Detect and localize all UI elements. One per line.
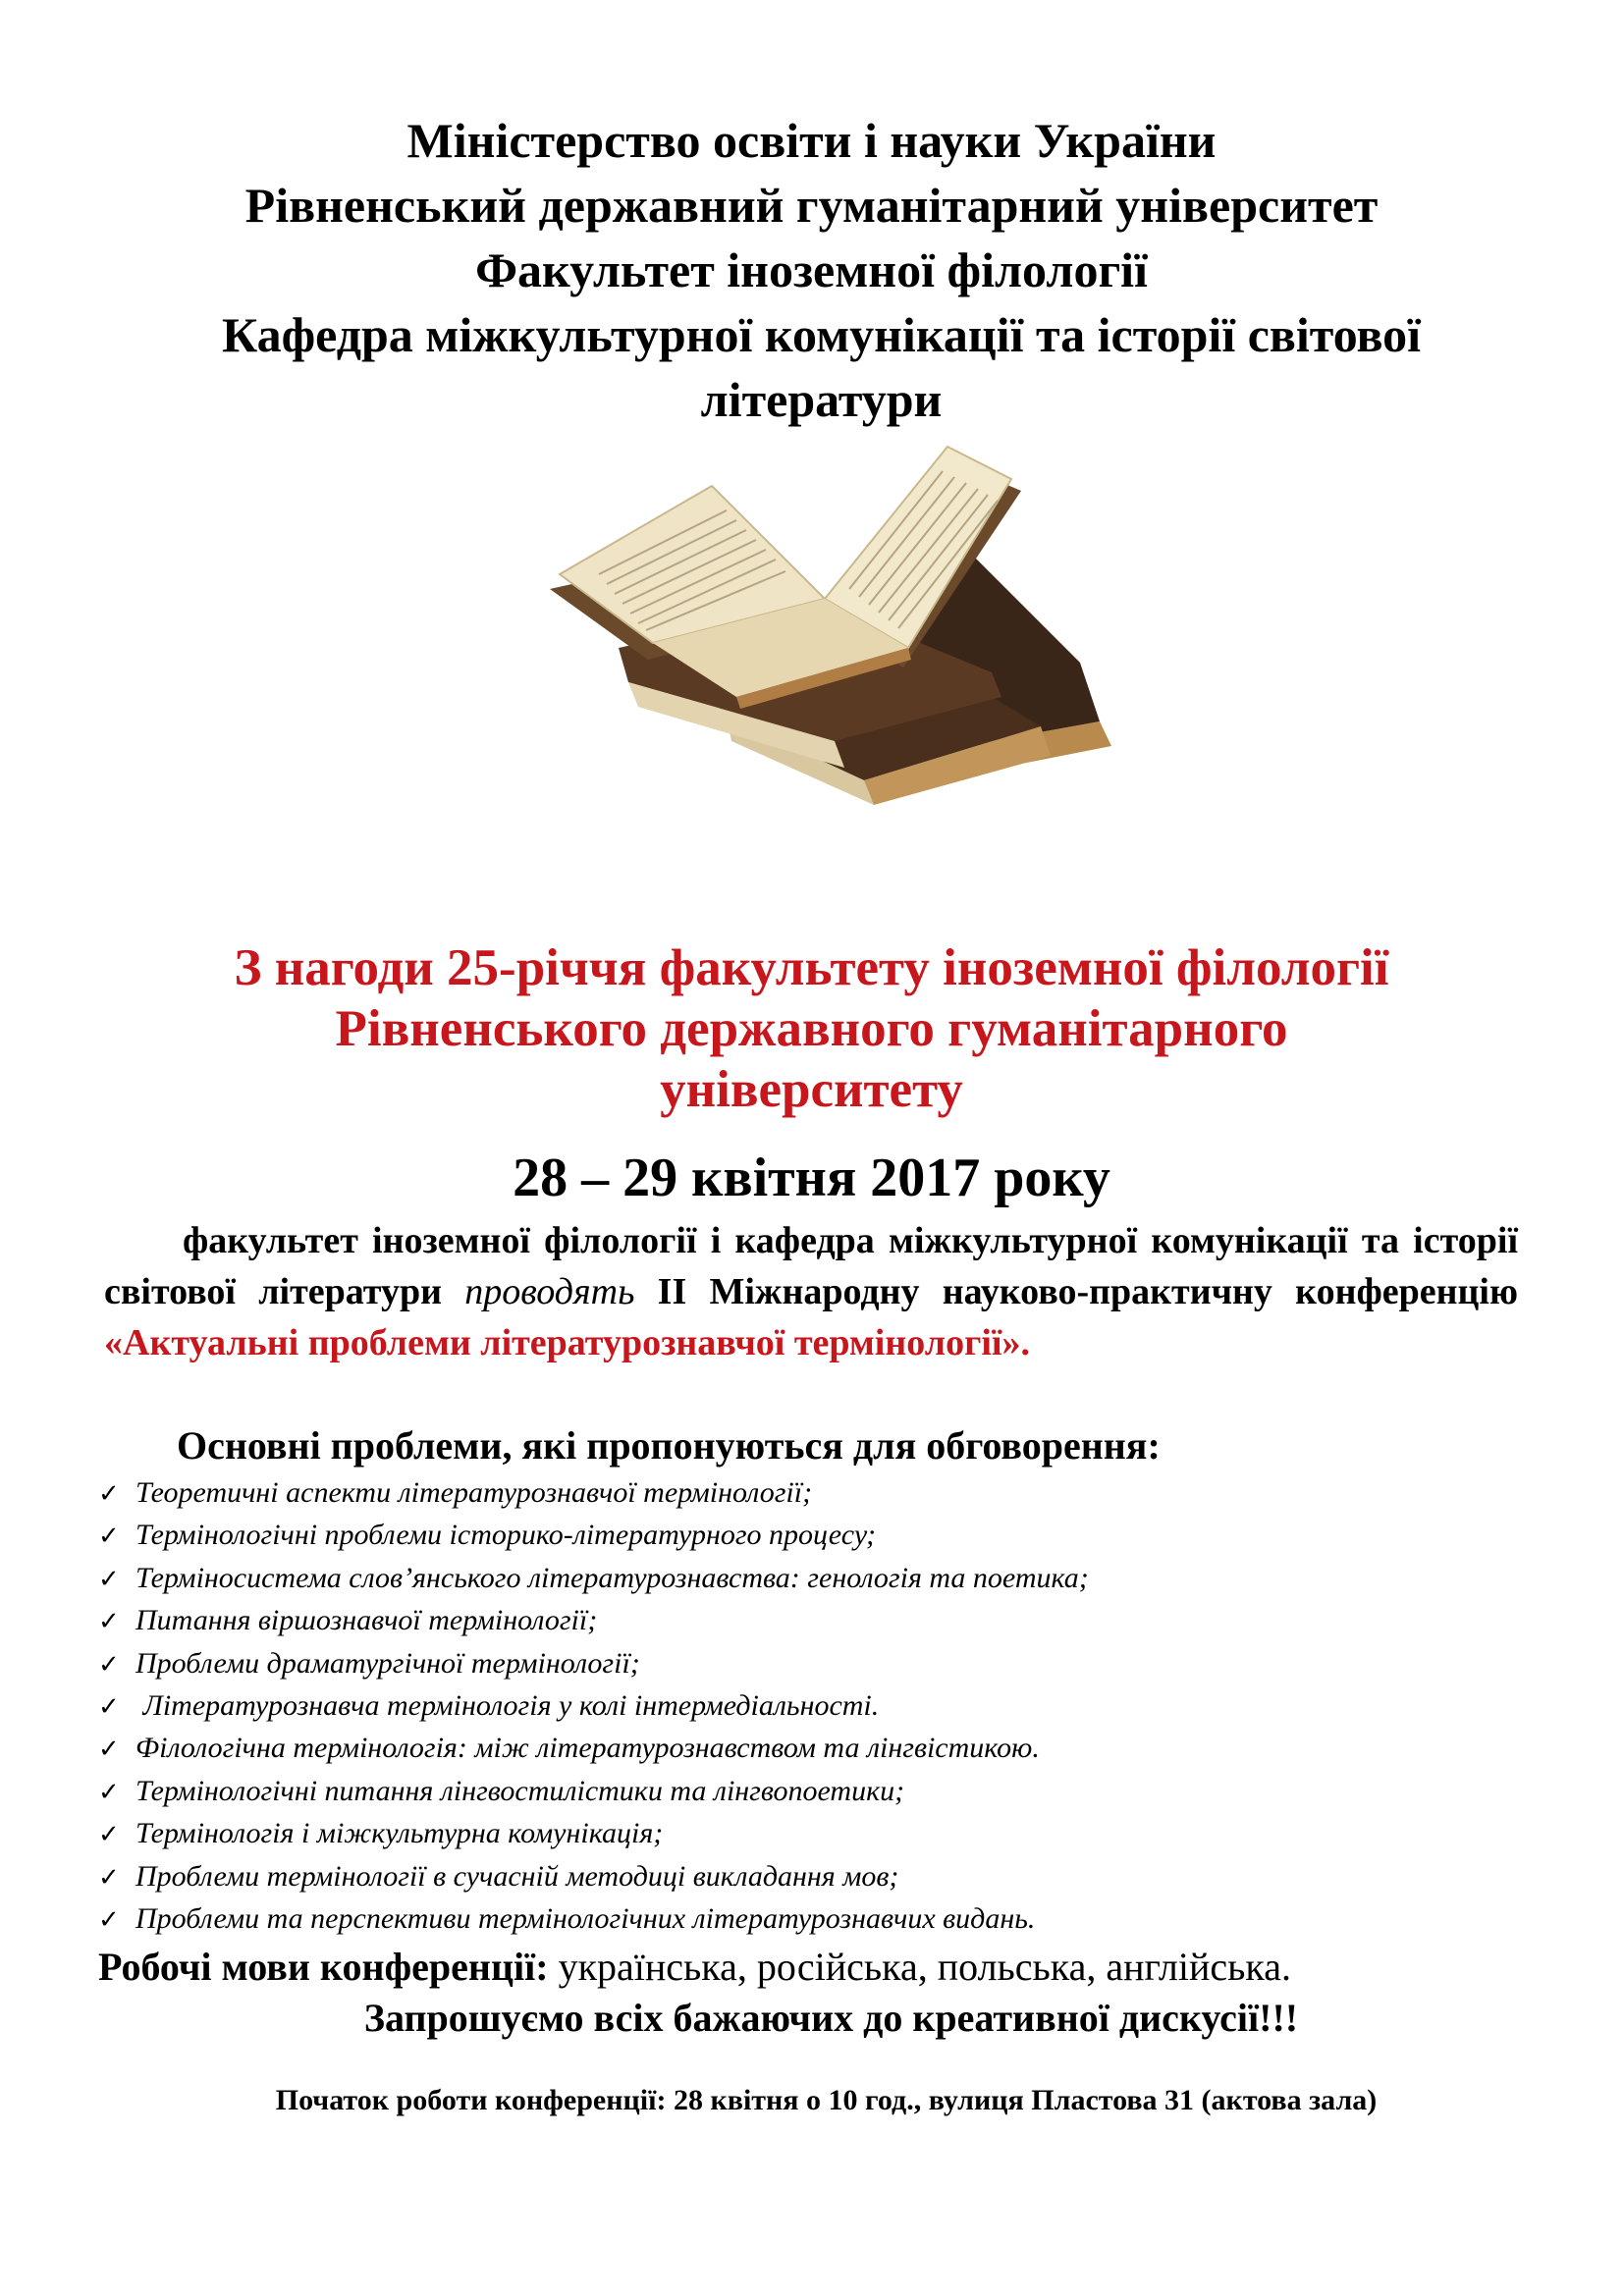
intro-paragraph (104, 1215, 1518, 1368)
faculty-title: Факультет іноземної філології (475, 242, 1148, 297)
conference-title: «Актуальні проблеми літературознавчої термінології». (104, 1322, 1030, 1363)
checkmark-icon: ✓ (98, 1607, 120, 1637)
intro-conference: ІІ Міжнародну науково-практичну конференцію (657, 1271, 1519, 1312)
anniversary-line-1: З нагоди 25-річчя факультету іноземної філології (234, 939, 1389, 996)
conference-dates: 28 – 29 квітня 2017 року (513, 1148, 1110, 1208)
header-block (0, 108, 1623, 432)
list-item: ✓ Термінологія і міжкультурна комунікація; (98, 1813, 1089, 1855)
list-item: ✓ Термінологічні проблеми історико-літературного процесу; (98, 1515, 1089, 1557)
checkmark-icon: ✓ (98, 1564, 120, 1594)
list-item: ✓ Філологічна термінологія: між літературознавством та лінгвістикою. (98, 1728, 1089, 1770)
problems-list (98, 1472, 1089, 1941)
anniversary-line-2: Рівненського державного гуманітарного (335, 1000, 1288, 1057)
list-item: ✓ Терміносистема слов’янського літературознавства: генологія та поетика; (98, 1558, 1089, 1600)
list-item: ✓ Проблеми драматургічної термінології; (98, 1643, 1089, 1685)
working-languages-label: Робочі мови конференції: (98, 1945, 549, 1989)
department-title-continued: літератури (700, 372, 943, 427)
university-title: Рівненський державний гуманітарний університет (244, 178, 1379, 233)
ministry-title: Міністерство освіти і науки України (406, 113, 1217, 168)
checkmark-icon: ✓ (98, 1905, 120, 1936)
list-item: ✓ Проблеми термінології в сучасній методиці викладання мов; (98, 1856, 1089, 1898)
anniversary-line-3: університету (660, 1061, 963, 1118)
intro-verb: проводять (464, 1271, 635, 1312)
checkmark-icon: ✓ (98, 1777, 120, 1807)
intro-organizers: факультет іноземної філології і кафедра міжкультурної комунікації та історії світової літератури (104, 1220, 1518, 1312)
anniversary-title (0, 937, 1623, 1120)
open-books-image (530, 402, 1119, 834)
checkmark-icon: ✓ (98, 1735, 120, 1765)
list-item: ✓ Теоретичні аспекти літературознавчої термінології; (98, 1472, 1089, 1515)
list-item: ✓ Термінологічні питання лінгвостилістики та лінгвопоетики; (98, 1771, 1089, 1813)
department-title: Кафедра міжкультурної комунікації та історії світової (221, 307, 1422, 362)
checkmark-icon: ✓ (98, 1522, 120, 1552)
working-languages-value: українська, російська, польська, англійська. (548, 1945, 1291, 1989)
list-item: ✓ Питання віршознавчої термінології; (98, 1600, 1089, 1642)
list-item: ✓ Літературознавча термінологія у колі інтермедіальності. (98, 1685, 1089, 1728)
list-item: ✓ Проблеми та перспективи термінологічних літературознавчих видань. (98, 1898, 1089, 1941)
invitation-text: Запрошуємо всіх бажаючих до креативної дискусії!!! (363, 1996, 1299, 2040)
checkmark-icon: ✓ (98, 1692, 120, 1723)
checkmark-icon: ✓ (98, 1820, 120, 1850)
start-info: Початок роботи конференції: 28 квітня о 10 год., вулиця Пластова 31 (актова зала) (275, 2084, 1378, 2116)
problems-heading: Основні проблеми, які пропонуються для обговорення: (177, 1423, 1161, 1468)
checkmark-icon: ✓ (98, 1649, 120, 1680)
working-languages (98, 1942, 1291, 1993)
checkmark-icon: ✓ (98, 1479, 120, 1509)
checkmark-icon: ✓ (98, 1862, 120, 1893)
